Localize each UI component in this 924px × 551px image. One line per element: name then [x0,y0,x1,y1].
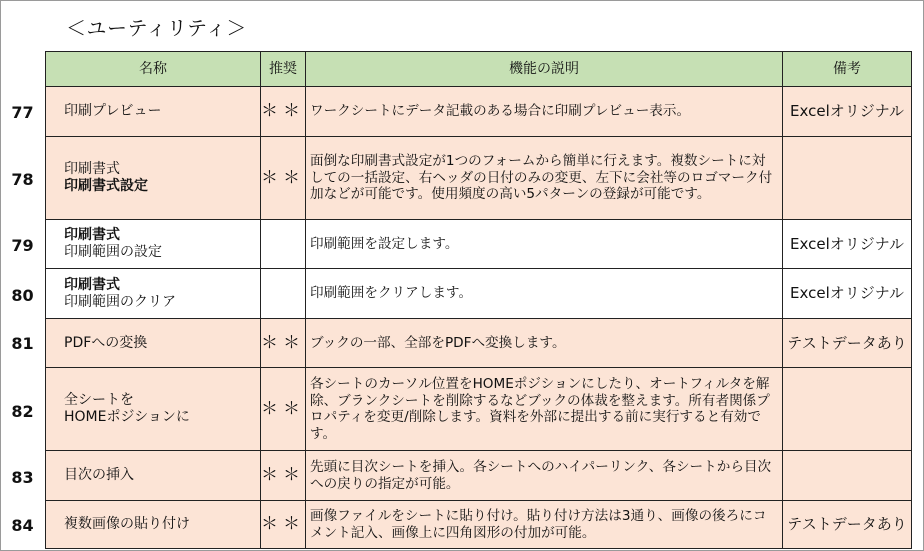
remarks-cell [783,137,912,220]
function-name: 印刷範囲のクリア [64,293,176,310]
function-category: 印刷書式 [64,227,120,243]
table-row[interactable] [46,220,912,269]
remarks-cell: Excelオリジナル [783,220,912,269]
description-cell: 印刷範囲をクリアします。 [306,269,783,319]
function-name: PDFへの変換 [64,334,148,351]
table-row[interactable] [46,137,912,220]
function-name: 複数画像の貼り付け [64,516,190,532]
column-header-recommend: 推奨 [261,52,306,87]
row-number: 83 [11,468,34,487]
remarks-cell: Excelオリジナル [783,269,912,319]
row-number: 84 [11,516,34,535]
function-name-cell [46,220,261,269]
table-row[interactable] [46,87,912,137]
description-cell: 画像ファイルをシートに貼り付け。貼り付け方法は3通り、画像の後ろにコメント記入、画像上に四角図形の付加が可能。 [306,501,783,549]
table-header-row [46,52,912,87]
recommend-cell: ＊＊ [261,368,306,451]
table-row[interactable] [46,501,912,549]
row-number: 81 [11,334,34,353]
function-name: 印刷範囲の設定 [64,244,162,260]
remarks-cell: Excelオリジナル [783,87,912,137]
recommend-cell [261,220,306,269]
table-row[interactable] [46,368,912,451]
description-cell: 面倒な印刷書式設定が1つのフォームから簡単に行えます。複数シートに対しての一括設定、右ヘッダの日付のみの変更、左下に会社等のロゴマーク付加などが可能です。使用頻度の高い5パターンの登録が可能です。 [306,137,783,220]
function-name: 印刷プレビュー [64,103,162,119]
row-number: 82 [11,402,34,421]
table-row[interactable] [46,269,912,319]
remarks-cell: テストデータあり [783,501,912,549]
description-cell: 各シートのカーソル位置をHOMEポジションにしたり、オートフィルタを解除、ブランクシートを削除するなどブックの体裁を整えます。所有者関係プロパティを変更/削除します。資料を外部に提出する前に実行すると有効です。 [306,368,783,451]
function-name-cell [46,87,261,137]
function-name-cell [46,269,261,319]
function-name: 目次の挿入 [64,467,134,483]
function-category: 印刷書式 [64,161,120,177]
recommend-cell: ＊＊ [261,137,306,220]
recommend-cell: ＊＊ [261,87,306,137]
function-name-cell [46,137,261,220]
description-cell: ワークシートにデータ記載のある場合に印刷プレビュー表示。 [306,87,783,137]
remarks-cell: テストデータあり [783,319,912,368]
function-name-cell [46,501,261,549]
row-number: 78 [11,170,34,189]
column-header-name: 名称 [46,52,261,87]
row-number: 79 [11,236,34,255]
row-number: 77 [11,103,34,122]
recommend-cell: ＊＊ [261,319,306,368]
recommend-cell: ＊＊ [261,451,306,501]
recommend-cell [261,269,306,319]
function-name: 印刷書式設定 [64,178,148,194]
column-header-description: 機能の説明 [306,52,783,87]
function-name-line2: HOMEポジションに [64,409,190,425]
function-category: 印刷書式 [64,276,120,293]
row-number: 80 [11,286,34,305]
table-row[interactable] [46,451,912,501]
function-name-cell [46,319,261,368]
function-name-cell [46,368,261,451]
remarks-cell [783,368,912,451]
description-cell: 印刷範囲を設定します。 [306,220,783,269]
column-header-remarks: 備考 [783,52,912,87]
function-name-cell [46,451,261,501]
table-row[interactable] [46,319,912,368]
remarks-cell [783,451,912,501]
utility-table [45,51,912,549]
section-title: ＜ユーティリティ＞ [66,16,247,40]
description-cell: ブックの一部、全部をPDFへ変換します。 [306,319,783,368]
function-name-line1: 全シートを [64,392,134,408]
description-cell: 先頭に目次シートを挿入。各シートへのハイパーリンク、各シートから目次への戻りの指定が可能。 [306,451,783,501]
recommend-cell: ＊＊ [261,501,306,549]
